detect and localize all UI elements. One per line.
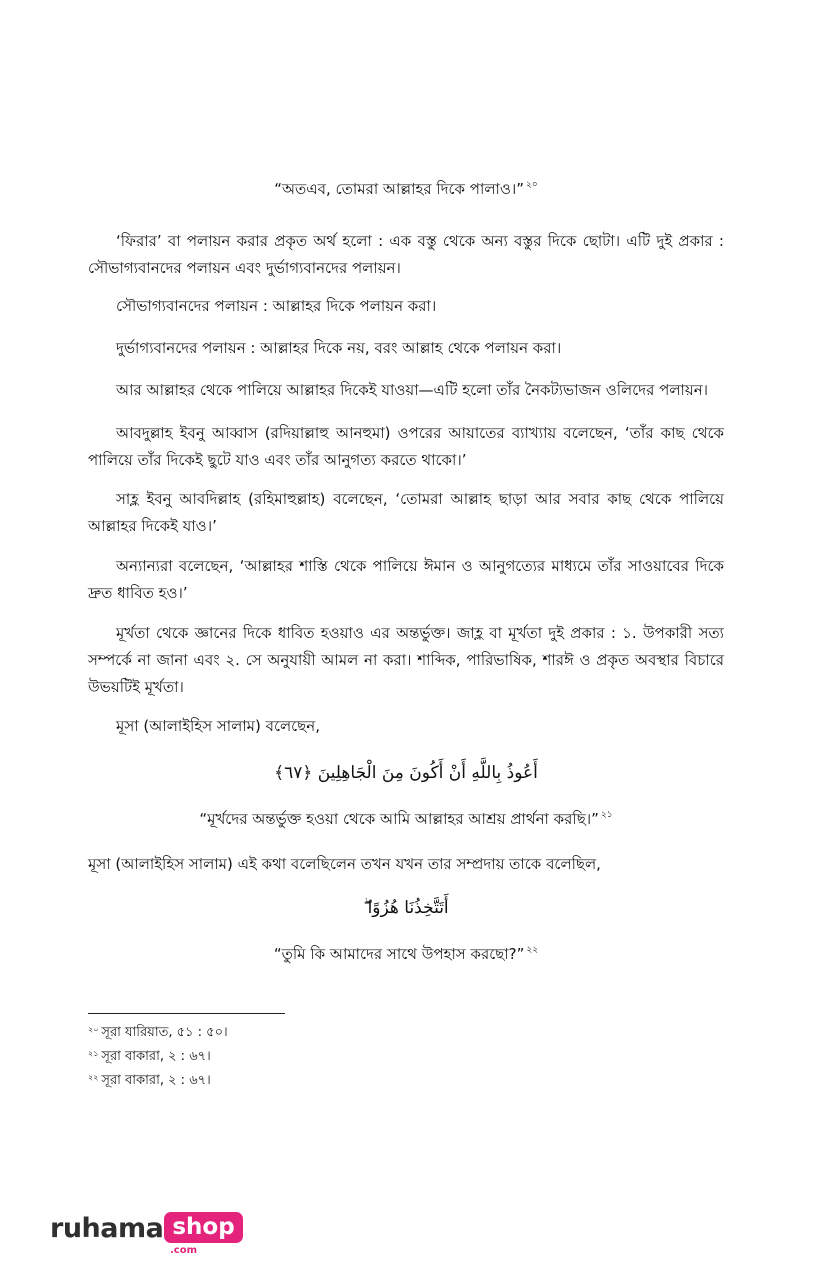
quote-1 bbox=[88, 176, 724, 203]
paragraph-5: আবদুল্লাহ ইবনু আব্বাস (রদিয়াল্লাহু আনহুমা) ওপরের আয়াতের ব্যাখ্যায় বলেছেন, ‘তাঁর কাছ থেকে পালিয়ে তাঁর দিকেই ছুটে যাও এবং তাঁর আনুগত্য করতে থাকো।’ bbox=[88, 424, 724, 469]
paragraph-1: ‘ফিরার’ বা পলায়ন করার প্রকৃত অর্থ হলো : এক বস্তু থেকে অন্য বস্তুর দিকে ছোটা। এটি দুই প্রকার : সৌভাগ্যবানদের পলায়ন এবং দুর্ভাগ্যবানদের পলায়ন। bbox=[88, 232, 724, 277]
quote-2 bbox=[88, 806, 724, 833]
quote-3 bbox=[88, 941, 724, 968]
footnote-ref-22[interactable]: ২২ bbox=[526, 945, 539, 955]
paragraph-6: সাহ্ল ইবনু আবদিল্লাহ (রহিমাহুল্লাহ) বলেছেন, ‘তোমরা আল্লাহ ছাড়া আর সবার কাছ থেকে পালিয়ে আল্লাহর দিকেই যাও।’ bbox=[88, 490, 724, 535]
footnote-text: সূরা বাকারা, ২ : ৬৭। bbox=[101, 1049, 211, 1064]
quote-2-text: “মূর্খদের অন্তর্ভুক্ত হওয়া থেকে আমি আল্লাহর আশ্রয় প্রার্থনা করছি।” bbox=[199, 810, 599, 828]
paragraph-3: দুর্ভাগ্যবানদের পলায়ন : আল্লাহর দিকে নয়, বরং আল্লাহ থেকে পলায়ন করা। bbox=[116, 339, 562, 357]
ruhama-shop-logo[interactable] bbox=[50, 1212, 243, 1256]
paragraph-4: আর আল্লাহর থেকে পালিয়ে আল্লাহর দিকেই যাওয়া—এটি হলো তাঁর নৈকট্যভাজন ওলিদের পলায়ন। bbox=[116, 381, 709, 399]
footnote-text: সূরা বাকারা, ২ : ৬৭। bbox=[101, 1073, 211, 1088]
footnote-21 bbox=[88, 1048, 211, 1066]
logo-word: ruhama bbox=[50, 1213, 164, 1244]
footnote-text: সূরা যারিয়াত, ৫১ : ৫০। bbox=[101, 1025, 228, 1040]
paragraph-9: মূসা (আলাইহিস সালাম) বলেছেন, bbox=[116, 717, 321, 735]
paragraph-10: মূসা (আলাইহিস সালাম) এই কথা বলেছিলেন তখন যখন তার সম্প্রদায় তাকে বলেছিল, bbox=[88, 855, 601, 873]
footnote-20 bbox=[88, 1024, 228, 1042]
quote-3-text: “তুমি কি আমাদের সাথে উপহাস করছো?” bbox=[273, 945, 525, 963]
logo-shop-box: shop bbox=[164, 1212, 242, 1243]
paragraph-7: অন্যান্যরা বলেছেন, ‘আল্লাহর শাস্তি থেকে পালিয়ে ঈমান ও আনুগত্যের মাধ্যমে তাঁর সাওয়াবের দিকে দ্রুত ধাবিত হও।’ bbox=[88, 557, 724, 602]
footnote-22 bbox=[88, 1072, 211, 1090]
footnote-divider bbox=[88, 1013, 285, 1014]
quote-1-text: “অতএব, তোমরা আল্লাহর দিকে পালাও।” bbox=[274, 180, 525, 198]
logo-domain: .com bbox=[170, 1245, 198, 1256]
footnote-number: ২০ bbox=[88, 1025, 99, 1034]
footnote-number: ২১ bbox=[88, 1049, 99, 1058]
arabic-verse-1: أَعُوذُ بِاللَّهِ أَنْ أَكُونَ مِنَ الْجَاهِلِينَ ﴿٦٧﴾ bbox=[274, 763, 538, 783]
arabic-verse-2: أَتَتَّخِذُنَا هُزُوًا ۖ bbox=[363, 898, 449, 918]
footnote-ref-20[interactable]: ২০ bbox=[526, 180, 538, 190]
paragraph-2: সৌভাগ্যবানদের পলায়ন : আল্লাহর দিকে পলায়ন করা। bbox=[116, 297, 437, 315]
paragraph-8: মূর্খতা থেকে জ্ঞানের দিকে ধাবিত হওয়াও এর অন্তর্ভুক্ত। জাহ্ল বা মূর্খতা দুই প্রকার : ১. উপকারী সত্য সম্পর্কে না জানা এবং ২. সে অনুযায়ী আমল না করা। শাব্দিক, পারিভাষিক, শারঈ ও প্রকৃত অবস্থার বিচারে উভয়টিই মূর্খতা। bbox=[88, 624, 724, 696]
footnote-ref-21[interactable]: ২১ bbox=[600, 810, 613, 820]
footnote-number: ২২ bbox=[88, 1073, 99, 1082]
